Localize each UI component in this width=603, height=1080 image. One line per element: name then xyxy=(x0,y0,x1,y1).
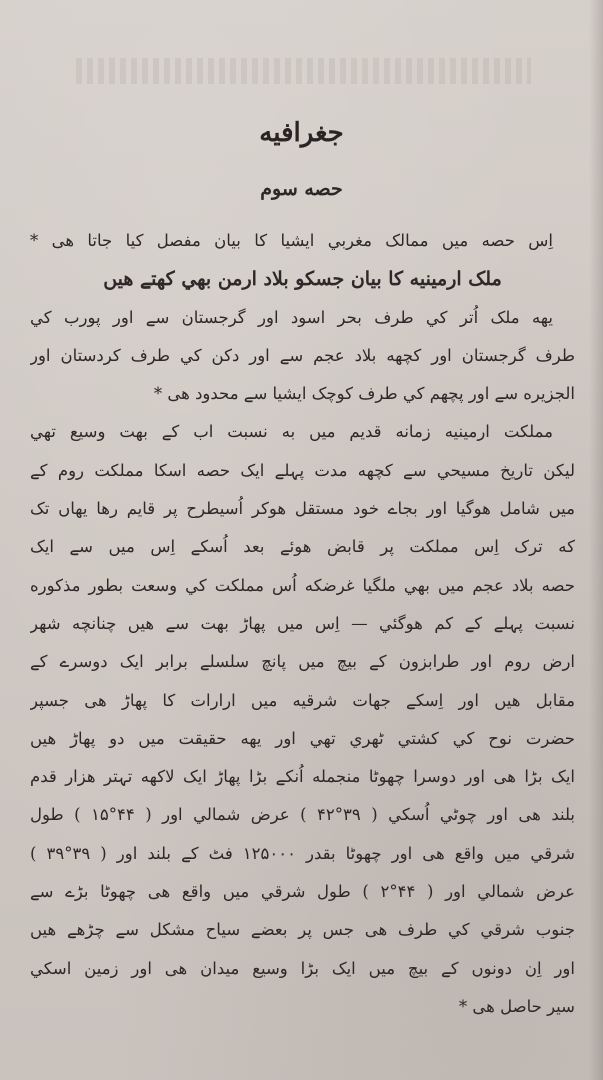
text-line: الجزیره سے اور پچهم کي طرف کوچک ایشیا سے محدود هی * xyxy=(153,384,575,404)
text-line: که ترک اِس مملکت پر قابض هوئے بعد اُسکے اِس میں سے ایک xyxy=(30,537,575,557)
text-line: مقابل هیں اور اِسکے جهات شرقیه میں ارارات کا پهاڑ هی جسپر xyxy=(30,690,575,710)
text-line: لیکن تاریخ مسیحي سے کچهه مدت پہلے ایک حصه اسکا مملکت روم کے xyxy=(30,460,575,480)
text-line: جنوب شرقي کي طرف هی جس پر بعضے سیاح مشکل سے چڑهے هیں xyxy=(30,920,575,940)
text-line: عرض شمالي اور ( ۴۴°۲ ) طول شرقي میں واقع هی چهوٹا بڑے سے xyxy=(30,882,575,902)
section-subtitle: حصه سوم xyxy=(260,178,343,200)
text-line: بلند هی اور چوٹي اُسکي ( ۳۹°۴۲ ) عرض شمالي اور ( ۴۴°۱۵ ) طول xyxy=(30,805,575,825)
text-line: اِس حصه میں ممالک مغربي ایشیا کا بیان مفصل کیا جاتا هی * xyxy=(30,231,553,250)
page-edge-shadow xyxy=(589,0,603,1080)
text-line: طرف گرجستان اور کچهه بلاد عجم سے اور دکن کي طرف کردستان اور xyxy=(30,345,575,365)
body-text xyxy=(30,222,575,1026)
text-line: میں شامل هوگیا اور بجاے خود مستقل هوکر اُسیطرح پر قایم رها یهاں تک xyxy=(30,499,575,519)
text-line: حضرت نوح کي کشتي ٹهري تهي اور یهه حقیقت میں دو پهاڑ هیں xyxy=(30,728,575,748)
text-line: ایک بڑا هی اور دوسرا چهوٹا منجمله اُنکے بڑا پهاڑ ایک لاکهه تہتر هزار قدم xyxy=(30,767,575,787)
text-line: مملکت ارمینیه زمانه قدیم میں به نسبت اب کے بهت وسیع تهي xyxy=(30,422,553,442)
country-heading: ملک ارمینیه کا بیان جسکو بلاد ارمن بهي کهتے هیں xyxy=(103,268,502,291)
text-line: حصه بلاد عجم میں بهي ملگیا غرضکه اُس مملکت کي وسعت بطور مذکوره xyxy=(30,575,575,595)
text-line: نسبت پہلے کے کم هوگئي — اِس میں پهاڑ بهت سے هیں چنانچه شهر xyxy=(30,613,575,633)
text-line: یهه ملک اُتر کي طرف بحر اسود اور گرجستان سے اور پورب کي xyxy=(30,307,553,327)
text-line: سیر حاصل هی * xyxy=(458,996,575,1016)
bleed-through-marks xyxy=(76,58,531,84)
text-line: ارض روم اور طرابزون کے بیچ میں پانچ سلسلے برابر ایک دوسرے کے xyxy=(30,652,575,672)
text-line: اور اِن دونوں کے بیچ میں ایک بڑا وسیع میدان هی اور زمین اسکي xyxy=(30,958,575,978)
page-title: جغرافیه xyxy=(259,118,344,148)
text-line: شرقي میں واقع هی اور چهوٹا بقدر ۱۲۵۰۰۰ فٹ کے بلند اور ( ۳۹°۳۹ ) xyxy=(30,843,575,863)
